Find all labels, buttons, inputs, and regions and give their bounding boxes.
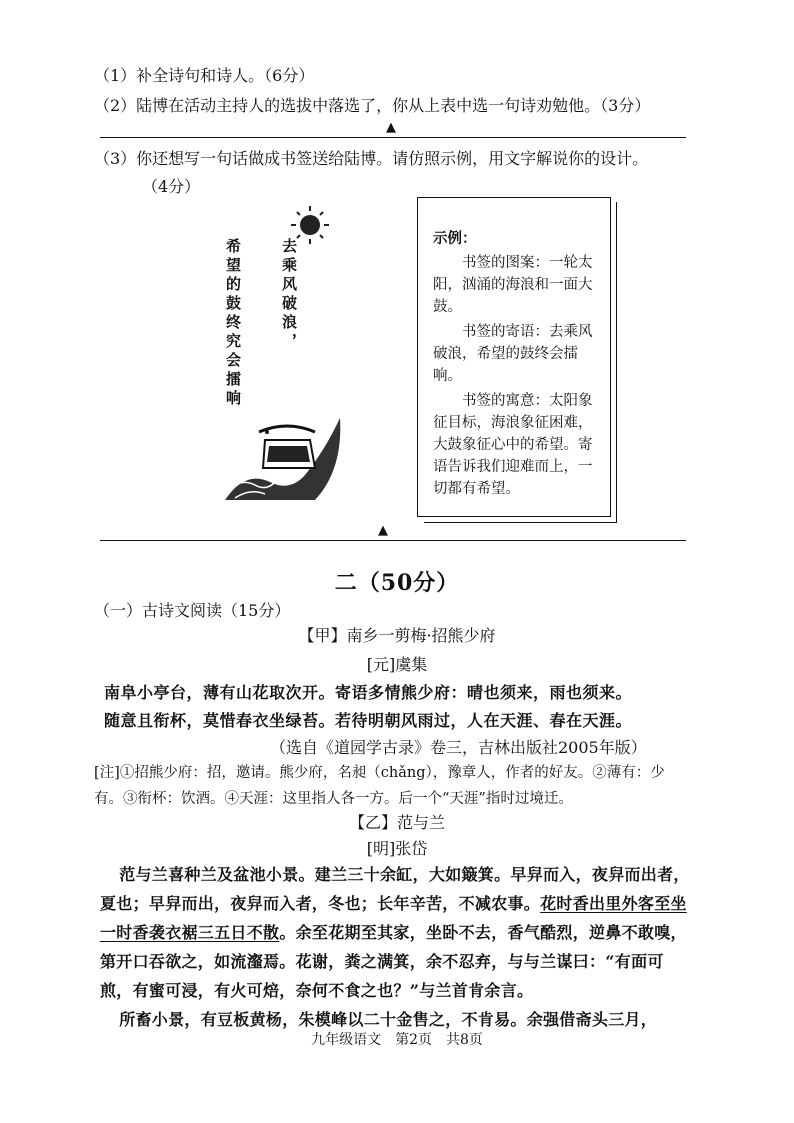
- page-footer: 九年级语文 第2页 共8页: [311, 1032, 483, 1048]
- example-message: 书签的寄语：去乘风破浪，希望的鼓终会擂响。: [433, 324, 593, 384]
- prose-b-body: [100, 860, 690, 1034]
- example-pattern: 书签的图案：一轮太阳，汹涌的海浪和一面大鼓。: [433, 255, 593, 315]
- prose-b-para-1-b: 。余至花期至其家，坐卧不去，香气酷烈，逆鼻不敢嗅，第开口吞欲之，如流瀣焉。花谢，粪之满箕，余不忍弃，与与兰谋曰：“有面可煎，有蜜可浸，有火可焙，奈何不食之也？”与兰首肯余言。: [100, 923, 687, 1000]
- prose-b-para-2: 所畜小景，有豆板黄杨，朱模峰以二十金售之，不肯易。余强借斋头三月，: [119, 1010, 658, 1029]
- poem-a-note-2: 有。③衔杯：饮酒。④天涯：这里指人各一方。后一个“天涯”指时过境迁。: [94, 791, 573, 807]
- poem-a-line-1: 南阜小亭台，薄有山花取次开。寄语多情熊少府：晴也须来，雨也须来。: [104, 683, 633, 702]
- example-meaning: 书签的寓意：太阳象征目标，海浪象征困难，大鼓象征心中的希望。寄语告诉我们迎难而上，一切都有希望。: [433, 393, 593, 497]
- prose-b-title: 【乙】范与兰: [348, 813, 445, 832]
- example-box: [417, 197, 611, 517]
- poem-a-notes: [94, 760, 706, 812]
- poem-a-line-2: 随意且衔杯，莫惜春衣坐绿苔。若待明朝风雨过，人在天涯、春在天涯。: [104, 711, 633, 730]
- question-1: （1）补全诗句和诗人。（6分）: [94, 66, 315, 85]
- poem-a-note-1: [注]①招熊少府：招，邀请。熊少府，名昶（chǎng），豫章人，作者的好友。②薄有：少: [94, 765, 665, 781]
- prose-b-author: [明]张岱: [366, 839, 428, 858]
- question-3-score: （4分）: [142, 177, 201, 196]
- poem-a-title: 【甲】南乡一剪梅·招熊少府: [298, 626, 496, 645]
- example-title: 示例：: [433, 230, 477, 247]
- bookmark-illustration: [215, 200, 365, 520]
- section-sub: （一）古诗文阅读（15分）: [94, 601, 291, 620]
- answer-line-1: [100, 137, 686, 138]
- poem-a-author: [元]虞集: [366, 655, 428, 674]
- drum-wave-icon: [225, 418, 340, 500]
- answer-line-2: [100, 540, 686, 541]
- question-3: （3）你还想写一句话做成书签送给陆博。请仿照示例，用文字解说你的设计。: [94, 149, 649, 168]
- section-title: 二（50分）: [334, 570, 460, 596]
- bookmark-text-left: 希望的鼓终究会擂响: [224, 238, 242, 409]
- poem-a-source: （选自《道园学古录》卷三，吉林出版社2005年版）: [270, 738, 647, 757]
- answer-mark-1: ▲: [386, 120, 396, 135]
- prose-b-para-1: [100, 860, 690, 1005]
- prose-b-underlined-sentence: 花时香出里外客至坐一时香袭衣裾三五日不散: [100, 894, 687, 942]
- prose-b-para-1-a: 范与兰喜种兰及盆池小景。建兰三十余缸，大如簸箕。早舁而入，夜舁而出者，夏也；早舁而出，夜舁而入者，冬也；长年辛苦，不减农事。: [100, 865, 690, 913]
- answer-mark-2: ▲: [378, 523, 388, 538]
- bookmark-text-right: 去乘风破浪，: [280, 238, 298, 352]
- question-2: （2）陆博在活动主持人的选拔中落选了，你从上表中选一句诗劝勉他。（3分）: [94, 96, 651, 115]
